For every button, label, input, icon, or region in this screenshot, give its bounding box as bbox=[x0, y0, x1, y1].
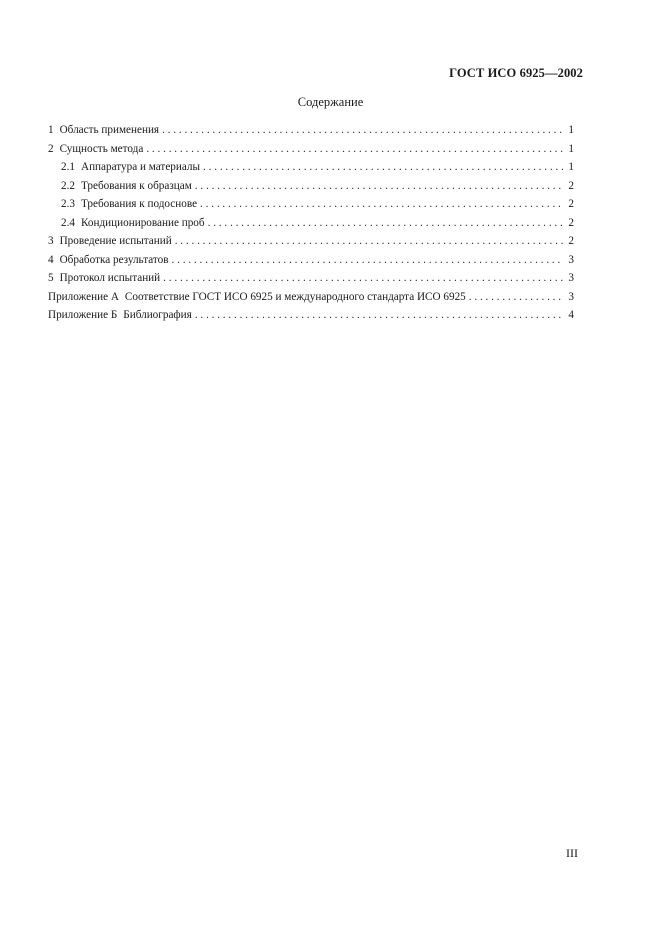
toc-dot-leader bbox=[195, 177, 564, 196]
toc-subentry[interactable] bbox=[48, 195, 574, 214]
toc-entry[interactable] bbox=[48, 121, 574, 140]
toc-dot-leader bbox=[195, 306, 564, 325]
toc-entry-title: Требования к образцам bbox=[80, 179, 192, 192]
toc-entry-page: 2 bbox=[568, 235, 574, 247]
toc-dot-leader bbox=[172, 251, 564, 270]
toc-dot-leader bbox=[469, 288, 564, 307]
toc-entry-title: Библиография bbox=[123, 309, 192, 321]
toc-dot-leader bbox=[175, 232, 564, 251]
toc-entry-number: 2.1 bbox=[61, 161, 75, 173]
toc-entry-number: 1 bbox=[48, 124, 54, 136]
toc-entry-title: Требования к подоснове bbox=[80, 198, 198, 210]
toc-subentry[interactable] bbox=[48, 214, 574, 233]
toc-entry-page: 1 bbox=[568, 124, 574, 136]
toc-subentry[interactable] bbox=[48, 158, 574, 177]
toc-dot-leader bbox=[203, 158, 564, 177]
toc-entry-page: 4 bbox=[568, 309, 574, 321]
toc-entry-title: Протокол испытаний bbox=[59, 272, 161, 284]
toc-entry-number: 2.4 bbox=[61, 216, 75, 229]
toc-entry-appendix[interactable] bbox=[48, 288, 574, 307]
toc-entry-number: 3 bbox=[48, 235, 54, 247]
toc-entry-page: 3 bbox=[568, 272, 574, 284]
toc-entry-page: 2 bbox=[568, 198, 574, 210]
toc-entry-title: Проведение испытаний bbox=[59, 235, 172, 247]
toc-entry-number: 5 bbox=[48, 272, 54, 284]
toc-dot-leader bbox=[163, 269, 564, 288]
toc-entry-page: 3 bbox=[568, 253, 574, 266]
toc-entry-number: 2 bbox=[48, 142, 54, 155]
toc-dot-leader bbox=[208, 214, 564, 233]
toc-entry[interactable] bbox=[48, 269, 574, 288]
toc-entry-page: 3 bbox=[568, 290, 574, 303]
toc-subentry[interactable] bbox=[48, 177, 574, 196]
toc-entry-number: 2.2 bbox=[61, 179, 75, 192]
toc-entry-page: 1 bbox=[568, 161, 574, 173]
document-header-code: ГОСТ ИСО 6925—2002 bbox=[449, 66, 583, 80]
toc-entry-title: Обработка результатов bbox=[59, 253, 169, 266]
table-of-contents bbox=[48, 121, 574, 325]
toc-entry-appendix[interactable] bbox=[48, 306, 574, 325]
toc-entry-title: Соответствие ГОСТ ИСО 6925 и международного стандарта ИСО 6925 bbox=[124, 290, 466, 303]
toc-entry-number: 4 bbox=[48, 253, 54, 266]
toc-entry-page: 2 bbox=[568, 216, 574, 229]
toc-entry-title: Аппаратура и материалы bbox=[80, 161, 201, 173]
toc-entry[interactable] bbox=[48, 251, 574, 270]
toc-entry[interactable] bbox=[48, 140, 574, 159]
toc-entry-page: 2 bbox=[568, 179, 574, 192]
toc-entry-title: Сущность метода bbox=[59, 142, 144, 155]
toc-dot-leader bbox=[200, 195, 564, 214]
toc-entry-number: 2.3 bbox=[61, 198, 75, 210]
toc-entry-number: Приложение А bbox=[48, 290, 119, 303]
toc-entry[interactable] bbox=[48, 232, 574, 251]
toc-dot-leader bbox=[162, 121, 564, 140]
page-number: III bbox=[566, 846, 578, 860]
toc-entry-title: Кондиционирование проб bbox=[80, 216, 205, 229]
toc-dot-leader bbox=[146, 140, 564, 159]
toc-entry-page: 1 bbox=[568, 142, 574, 155]
toc-title: Содержание bbox=[297, 95, 364, 109]
toc-entry-title: Область применения bbox=[59, 124, 160, 136]
toc-entry-number: Приложение Б bbox=[48, 309, 118, 321]
